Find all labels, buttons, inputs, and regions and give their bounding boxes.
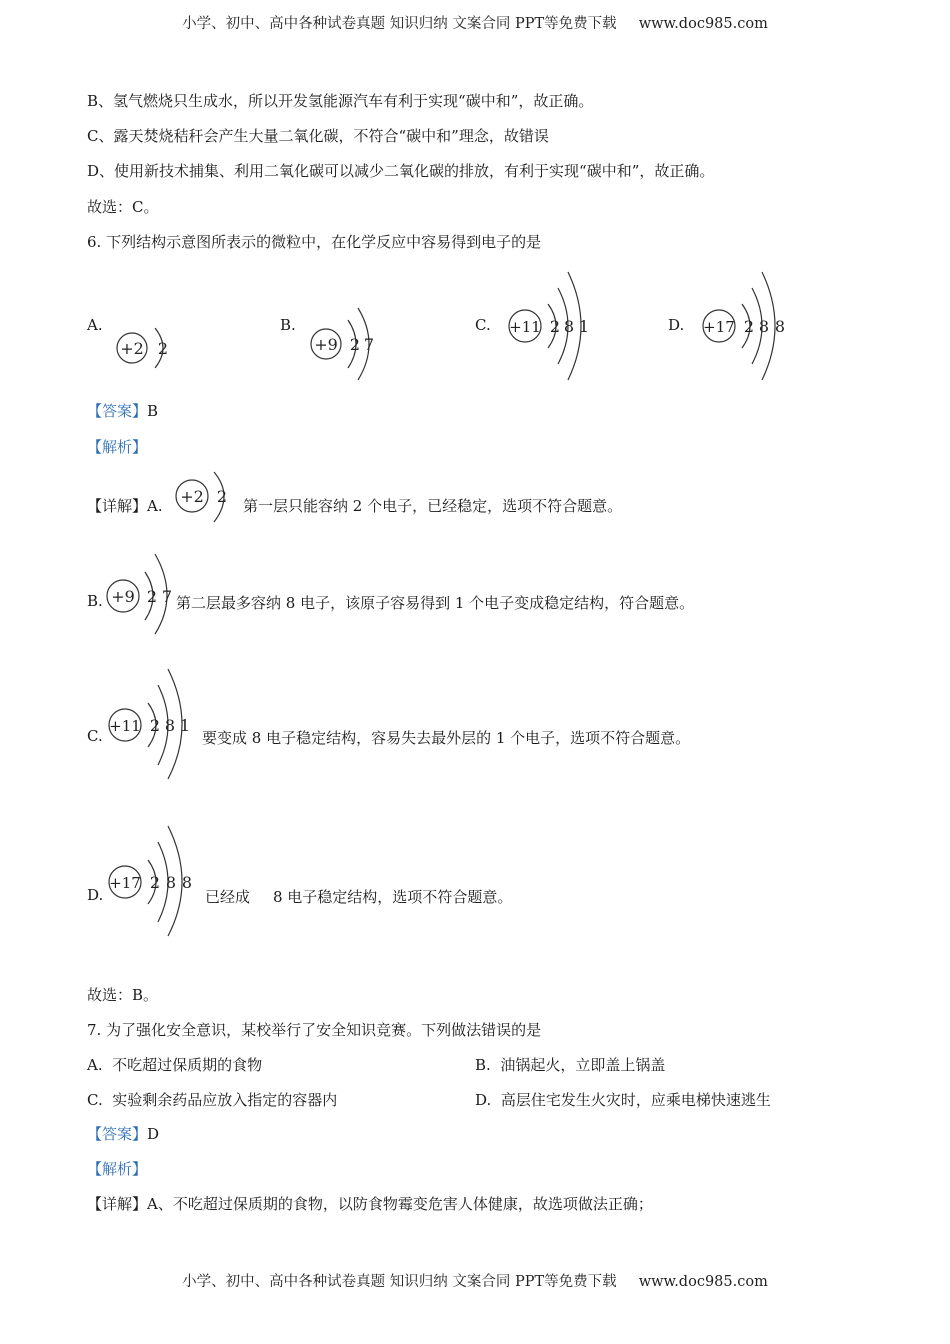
option-text: 不吃超过保质期的食物	[112, 1056, 263, 1074]
shell-electron-count: 2	[216, 487, 228, 506]
q7-option-a	[87, 1054, 262, 1075]
detail-d-label: D.	[87, 886, 104, 904]
q7-detail-a	[87, 1193, 653, 1214]
shell-electron-count: 2	[743, 317, 755, 336]
detail-a-text: 第一层只能容纳 2 个电子，已经稳定，选项不符合题意。	[243, 497, 623, 515]
shell-electron-count: 8	[758, 317, 770, 336]
option-text: 实验剩余药品应放入指定的容器内	[112, 1091, 338, 1109]
nucleus-charge: +2	[180, 487, 204, 506]
detail-tag: 【详解】	[87, 497, 148, 515]
q6-stem: 6. 下列结构示意图所表示的微粒中，在化学反应中容易得到电子的是	[87, 233, 542, 251]
q5-option-b-explanation: B、氢气燃烧只生成水，所以开发氢能源汽车有利于实现“碳中和”，故正确。	[87, 92, 594, 110]
option-text: 高层住宅发生火灾时，应乘电梯快速逃生	[500, 1091, 771, 1109]
q6-option-b-diagram	[306, 300, 386, 385]
detail-a-diagram	[172, 468, 232, 528]
shell-electron-count: 2	[149, 873, 161, 892]
shell-electron-count: 8	[563, 317, 575, 336]
shell-electron-count: 7	[161, 587, 173, 606]
shell-electron-count: 8	[164, 716, 176, 735]
q6-option-a-diagram	[115, 320, 175, 380]
detail-text: A、不吃超过保质期的食物，以防食物霉变危害人体健康，故选项做法正确；	[147, 1195, 653, 1213]
header-text: 小学、初中、高中各种试卷真题 知识归纳 文案合同 PPT等免费下载	[182, 16, 617, 32]
shell-electron-count: 2	[157, 339, 169, 358]
detail-c-diagram	[106, 665, 198, 783]
option-label: B.	[475, 1056, 491, 1074]
shell-electron-count: 8	[774, 317, 786, 336]
header-site-link[interactable]: www.doc985.com	[638, 16, 768, 32]
q6-option-c-label: C.	[475, 316, 491, 334]
answer-value: B	[147, 402, 159, 420]
nucleus-charge: +17	[109, 874, 141, 892]
detail-b-diagram	[103, 548, 183, 638]
option-label: D.	[475, 1091, 492, 1109]
footer-text: 小学、初中、高中各种试卷真题 知识归纳 文案合同 PPT等免费下载	[182, 1274, 617, 1290]
option-text: 油锅起火，立即盖上锅盖	[500, 1056, 666, 1074]
q7-answer	[87, 1123, 159, 1144]
q6-option-c-diagram	[506, 268, 596, 383]
detail-a-label: A.	[147, 497, 163, 515]
detail-c-text: 要变成 8 电子稳定结构，容易失去最外层的 1 个电子，选项不符合题意。	[202, 729, 691, 747]
q6-choice: 故选：B。	[87, 986, 159, 1004]
detail-d-diagram	[106, 822, 198, 940]
shell-electron-count: 2	[349, 335, 361, 354]
answer-tag: 【答案】	[87, 1125, 148, 1143]
option-label: C.	[87, 1091, 103, 1109]
nucleus-charge: +17	[703, 318, 735, 336]
shell-electron-count: 1	[578, 317, 590, 336]
q6-option-b-label: B.	[280, 316, 296, 334]
q5-choice: 故选：C。	[87, 198, 159, 216]
shell-electron-count: 2	[146, 587, 158, 606]
nucleus-charge: +9	[111, 587, 135, 606]
q6-option-d-label: D.	[668, 316, 685, 334]
nucleus-charge: +2	[120, 339, 144, 358]
q6-analysis-tag: 【解析】	[87, 438, 148, 456]
detail-tag: 【详解】	[87, 1195, 148, 1213]
nucleus-charge: +9	[314, 335, 338, 354]
q6-option-d-diagram	[700, 268, 792, 383]
q6-answer	[87, 400, 158, 421]
q7-analysis-tag: 【解析】	[87, 1160, 148, 1178]
page-footer	[0, 1270, 950, 1291]
detail-d-text-b: 8 电子稳定结构，选项不符合题意。	[273, 888, 513, 906]
detail-b-label: B.	[87, 592, 103, 610]
q7-stem: 7. 为了强化安全意识，某校举行了安全知识竞赛。下列做法错误的是	[87, 1021, 542, 1039]
nucleus-charge: +11	[509, 318, 541, 336]
q6-detail-a-prefix	[87, 495, 163, 516]
shell-electron-count: 8	[181, 873, 193, 892]
detail-c-label: C.	[87, 727, 103, 745]
detail-d-text-a: 已经成	[205, 888, 251, 906]
q7-option-d	[475, 1089, 771, 1110]
shell-electron-count: 2	[549, 317, 561, 336]
answer-value: D	[147, 1125, 160, 1143]
footer-site-link[interactable]: www.doc985.com	[638, 1274, 768, 1290]
shell-electron-count: 1	[179, 716, 191, 735]
q7-option-b	[475, 1054, 665, 1075]
shell-electron-count: 8	[165, 873, 177, 892]
answer-tag: 【答案】	[87, 402, 148, 420]
page-header	[0, 12, 950, 33]
q5-option-d-explanation: D、使用新技术捕集、利用二氧化碳可以减少二氧化碳的排放，有利于实现“碳中和”，故正确。	[87, 162, 715, 180]
q6-option-a-label: A.	[87, 316, 103, 334]
q7-option-c	[87, 1089, 337, 1110]
nucleus-charge: +11	[109, 717, 141, 735]
detail-b-text: 第二层最多容纳 8 电子，该原子容易得到 1 个电子变成稳定结构，符合题意。	[176, 594, 695, 612]
q5-option-c-explanation: C、露天焚烧秸秆会产生大量二氧化碳，不符合“碳中和”理念，故错误	[87, 127, 549, 145]
shell-electron-count: 2	[149, 716, 161, 735]
shell-electron-count: 7	[363, 335, 375, 354]
option-label: A.	[87, 1056, 103, 1074]
